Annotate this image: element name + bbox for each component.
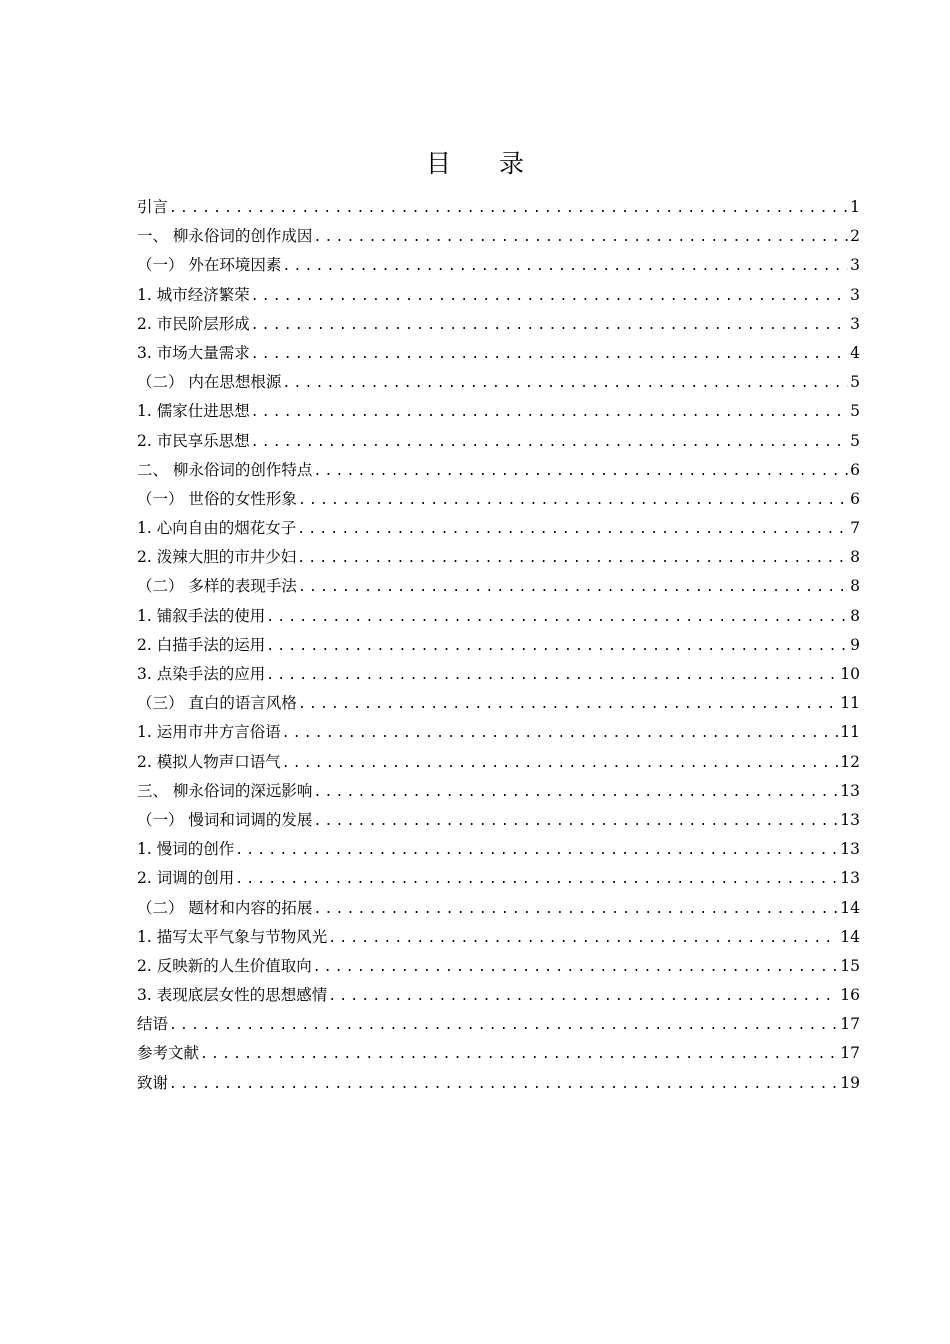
toc-entry-label: 1. 铺叙手法的使用	[137, 606, 266, 625]
toc-entry-page-number: 7	[850, 519, 860, 538]
toc-entry-label: 2. 白描手法的运用	[137, 635, 266, 654]
toc-entry-page-number: 17	[840, 1044, 860, 1063]
toc-entry-page-number: 16	[840, 986, 860, 1005]
toc-entry-page-number: 11	[840, 694, 860, 713]
toc-entry-label: 2. 市民阶层形成	[137, 314, 250, 333]
toc-entry[interactable]	[137, 368, 860, 397]
toc-leader-dots	[312, 895, 838, 923]
toc-entry-label: 致谢	[137, 1073, 169, 1092]
toc-entry[interactable]	[137, 193, 860, 222]
toc-entry[interactable]	[137, 397, 860, 426]
page-title: 目 录	[426, 149, 544, 178]
toc-entry-page-number: 8	[850, 548, 860, 567]
toc-entry-label: 2. 词调的创用	[137, 869, 235, 888]
toc-entry-label: 结语	[137, 1015, 169, 1034]
toc-entry-page-number: 4	[850, 343, 860, 362]
toc-entry-page-number: 14	[840, 927, 860, 946]
toc-entry-page-number: 14	[840, 898, 860, 917]
toc-leader-dots	[312, 223, 848, 251]
toc-leader-dots	[297, 573, 848, 601]
toc-leader-dots	[250, 282, 848, 310]
toc-entry[interactable]	[137, 631, 860, 660]
toc-entry[interactable]	[137, 835, 860, 864]
toc-entry-label: 3. 市场大量需求	[137, 343, 250, 362]
toc-entry-page-number: 13	[840, 810, 860, 829]
toc-entry[interactable]	[137, 718, 860, 747]
toc-entry-page-number: 10	[840, 665, 860, 683]
toc-entry[interactable]	[137, 514, 860, 543]
toc-entry-page-number: 3	[850, 285, 860, 304]
toc-entry-page-number: 8	[850, 606, 860, 625]
toc-entry-page-number: 19	[840, 1073, 860, 1092]
toc-entry[interactable]	[137, 602, 860, 631]
toc-entry-label: 2. 市民享乐思想	[137, 431, 250, 450]
toc-leader-dots	[168, 1070, 838, 1098]
toc-leader-dots	[297, 690, 838, 718]
toc-leader-dots	[265, 661, 838, 689]
toc-entry-label: （一） 世俗的女性形象	[137, 489, 297, 508]
toc-leader-dots	[168, 1011, 838, 1039]
toc-entry-label: 2. 模拟人物声口语气	[137, 752, 281, 771]
toc-leader-dots	[281, 369, 848, 397]
toc-entry-label: 一、 柳永俗词的创作成因	[137, 227, 313, 246]
toc-entry-label: 引言	[137, 198, 169, 216]
toc-entry[interactable]	[137, 952, 860, 981]
toc-entry-label: （三） 直白的语言风格	[137, 694, 297, 713]
toc-entry-page-number: 13	[840, 840, 860, 859]
toc-entry-label: 二、 柳永俗词的创作特点	[137, 460, 313, 479]
toc-entry-page-number: 12	[840, 752, 860, 771]
toc-entry[interactable]	[137, 660, 860, 689]
toc-entry-label: 三、 柳永俗词的深远影响	[137, 781, 313, 800]
toc-entry-page-number: 5	[850, 402, 860, 421]
toc-leader-dots	[250, 311, 848, 339]
toc-leader-dots	[265, 632, 848, 660]
toc-entry-page-number: 13	[840, 869, 860, 888]
toc-leader-dots	[168, 194, 848, 222]
toc-entry[interactable]	[137, 222, 860, 251]
toc-entry-label: 1. 城市经济繁荣	[137, 285, 250, 304]
toc-entry[interactable]	[137, 251, 860, 280]
toc-entry[interactable]	[137, 572, 860, 601]
toc-entry-label: 3. 点染手法的应用	[137, 665, 266, 683]
toc-entry-page-number: 5	[850, 373, 860, 392]
toc-entry-label: （一） 慢词和词调的发展	[137, 810, 313, 829]
toc-entry-label: （二） 题材和内容的拓展	[137, 898, 313, 917]
toc-entry[interactable]	[137, 1069, 860, 1098]
toc-entry-page-number: 5	[850, 431, 860, 450]
toc-entry-page-number: 11	[840, 723, 860, 742]
toc-leader-dots	[250, 428, 848, 456]
toc-entry[interactable]	[137, 543, 860, 572]
toc-leader-dots	[281, 719, 839, 747]
toc-entry[interactable]	[137, 427, 860, 456]
toc-entry[interactable]	[137, 806, 860, 835]
toc-entry-page-number: 15	[840, 956, 860, 975]
toc-entry[interactable]	[137, 894, 860, 923]
toc-entry-label: 3. 表现底层女性的思想感情	[137, 986, 328, 1005]
toc-entry-page-number: 3	[850, 314, 860, 333]
toc-leader-dots	[281, 749, 839, 777]
toc-entry[interactable]	[137, 864, 860, 893]
toc-entry[interactable]	[137, 748, 860, 777]
toc-entry-label: 2. 泼辣大胆的市井少妇	[137, 548, 297, 567]
toc-entry[interactable]	[137, 456, 860, 485]
toc-leader-dots	[312, 778, 838, 806]
toc-leader-dots	[296, 544, 848, 572]
toc-entry[interactable]	[137, 281, 860, 310]
toc-leader-dots	[297, 486, 848, 514]
toc-entry-page-number: 3	[850, 256, 860, 275]
toc-leader-dots	[250, 340, 848, 368]
toc-leader-dots	[250, 398, 848, 426]
toc-leader-dots	[265, 603, 848, 631]
toc-entry-page-number: 13	[840, 781, 860, 800]
toc-leader-dots	[327, 924, 838, 952]
toc-entry-label: （二） 内在思想根源	[137, 373, 282, 392]
table-of-contents	[137, 193, 860, 1098]
toc-entry-page-number: 9	[850, 635, 860, 654]
toc-leader-dots	[234, 865, 838, 893]
toc-entry[interactable]	[137, 339, 860, 368]
toc-leader-dots	[327, 982, 838, 1010]
toc-entry-page-number: 2	[850, 227, 860, 246]
toc-entry[interactable]	[137, 689, 860, 718]
toc-entry-label: （二） 多样的表现手法	[137, 577, 297, 596]
toc-entry-page-number: 6	[850, 489, 860, 508]
toc-entry-label: （一） 外在环境因素	[137, 256, 282, 275]
toc-leader-dots	[296, 515, 848, 543]
toc-leader-dots	[234, 836, 838, 864]
toc-entry[interactable]	[137, 1039, 860, 1068]
toc-entry-label: 1. 运用市井方言俗语	[137, 723, 281, 742]
toc-leader-dots	[199, 1040, 838, 1068]
toc-entry-label: 2. 反映新的人生价值取向	[137, 956, 312, 975]
toc-entry-page-number: 8	[850, 577, 860, 596]
toc-entry[interactable]	[137, 485, 860, 514]
toc-entry[interactable]	[137, 923, 860, 952]
toc-leader-dots	[312, 457, 848, 485]
toc-entry-page-number: 1	[850, 198, 860, 216]
toc-entry[interactable]	[137, 1010, 860, 1039]
toc-leader-dots	[312, 953, 839, 981]
toc-entry-label: 参考文献	[137, 1044, 200, 1063]
toc-entry-label: 1. 慢词的创作	[137, 840, 235, 859]
toc-leader-dots	[281, 252, 848, 280]
toc-entry-label: 1. 儒家仕进思想	[137, 402, 250, 421]
toc-entry[interactable]	[137, 310, 860, 339]
toc-entry[interactable]	[137, 981, 860, 1010]
toc-entry[interactable]	[137, 777, 860, 806]
toc-entry-page-number: 17	[840, 1015, 860, 1034]
toc-entry-label: 1. 描写太平气象与节物风光	[137, 927, 328, 946]
toc-entry-label: 1. 心向自由的烟花女子	[137, 519, 297, 538]
toc-entry-page-number: 6	[850, 460, 860, 479]
toc-leader-dots	[312, 807, 838, 835]
